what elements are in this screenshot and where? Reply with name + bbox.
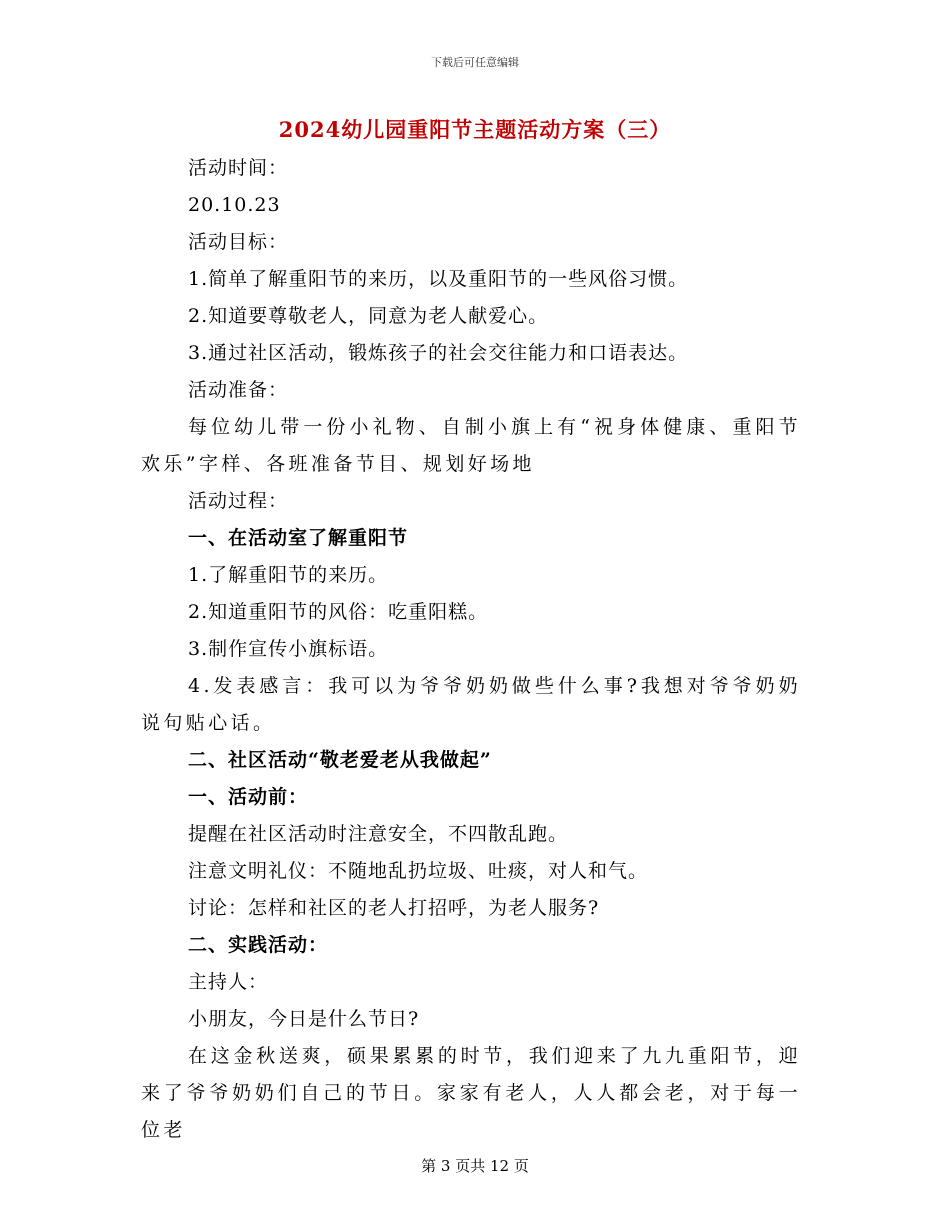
host-label: 主持人： [188,971,269,993]
section-1-heading: 一、在活动室了解重阳节 [188,527,409,549]
time-label: 活动时间： [188,157,289,179]
before-item-2: 注意文明礼仪：不随地乱扔垃圾、吐痰，对人和气。 [188,860,649,882]
section-2-heading: 二、社区活动“敬老爱老从我做起” [188,749,492,771]
goal-item-1: 1.简单了解重阳节的来历，以及重阳节的一些风俗习惯。 [188,268,689,290]
practice-heading: 二、实践活动： [188,934,329,956]
host-paragraph: 在这金秋送爽，硕果累累的时节，我们迎来了九九重阳节，迎来了爷爷奶奶们自己的节日。家家有老人，人人都会老，对于每一位老 [141,1045,801,1141]
header-note: 下载后可任意编辑 [431,56,519,69]
goal-item-2: 2.知道要尊敬老人，同意为老人献爱心。 [188,305,549,327]
section-1-item-1: 1.了解重阳节的来历。 [188,564,389,586]
before-heading: 一、活动前： [188,786,309,808]
section-1-item-4: 4.发表感言：我可以为爷爷奶奶做些什么事?我想对爷爷奶奶说句贴心话。 [141,675,801,734]
goal-item-3: 3.通过社区活动，锻炼孩子的社会交往能力和口语表达。 [188,342,689,364]
prep-paragraph: 每位幼儿带一份小礼物、自制小旗上有“祝身体健康、重阳节欢乐”字样、各班准备节目、规划好场地 [141,416,801,475]
document-body [141,150,801,1149]
process-label: 活动过程： [188,490,289,512]
before-item-3: 讨论：怎样和社区的老人打招呼，为老人服务? [188,897,600,919]
prep-label: 活动准备： [188,379,289,401]
time-value: 20.10.23 [188,194,281,216]
goal-label: 活动目标： [188,231,289,253]
host-line-1: 小朋友，今日是什么节日? [188,1008,420,1030]
before-item-1: 提醒在社区活动时注意安全，不四散乱跑。 [188,823,569,845]
page-number: 第 3 页共 12 页 [421,1157,529,1175]
section-1-item-3: 3.制作宣传小旗标语。 [188,638,389,660]
document-title: 2024幼儿园重阳节主题活动方案（三） [278,117,672,142]
section-1-item-2: 2.知道重阳节的风俗：吃重阳糕。 [188,601,489,623]
